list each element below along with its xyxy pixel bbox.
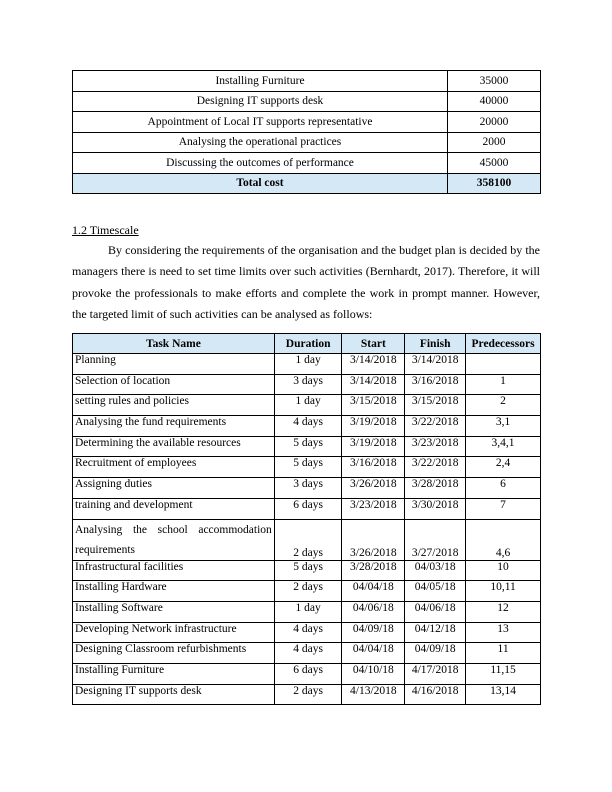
predecessors-cell: [466, 354, 541, 375]
task-name-cell: Analysing the school accommodation requirements: [73, 519, 275, 560]
predecessors-cell: 13,14: [466, 684, 541, 705]
finish-cell: 4/16/2018: [405, 684, 466, 705]
predecessors-cell: 2,4: [466, 457, 541, 478]
task-name-cell: Analysing the fund requirements: [73, 416, 275, 437]
duration-cell: 3 days: [274, 478, 342, 499]
predecessors-cell: 3,4,1: [466, 436, 541, 457]
finish-cell: 04/06/18: [405, 601, 466, 622]
task-name-cell: Planning: [73, 354, 275, 375]
duration-cell: 2 days: [274, 519, 342, 560]
duration-cell: 2 days: [274, 684, 342, 705]
duration-cell: 1 day: [274, 395, 342, 416]
duration-cell: 1 day: [274, 601, 342, 622]
finish-cell: 3/28/2018: [405, 478, 466, 499]
schedule-row: [73, 395, 541, 416]
cost-value: 2000: [448, 132, 541, 153]
duration-cell: 5 days: [274, 560, 342, 581]
schedule-header-cell: Task Name: [73, 334, 275, 354]
finish-cell: 04/09/18: [405, 643, 466, 664]
cost-item: Analysing the operational practices: [73, 132, 448, 153]
predecessors-cell: 7: [466, 498, 541, 519]
predecessors-cell: 1: [466, 374, 541, 395]
schedule-header-cell: Finish: [405, 334, 466, 354]
task-name-cell: training and development: [73, 498, 275, 519]
task-name-cell: Designing Classroom refurbishments: [73, 643, 275, 664]
duration-cell: 2 days: [274, 581, 342, 602]
task-name-cell: Assigning duties: [73, 478, 275, 499]
duration-cell: 5 days: [274, 436, 342, 457]
predecessors-cell: 10,11: [466, 581, 541, 602]
finish-cell: 3/16/2018: [405, 374, 466, 395]
schedule-table: [72, 333, 541, 705]
start-cell: 3/16/2018: [342, 457, 405, 478]
finish-cell: 4/17/2018: [405, 663, 466, 684]
schedule-header-cell: Predecessors: [466, 334, 541, 354]
schedule-table-head: [73, 334, 541, 354]
task-name-cell: Designing IT supports desk: [73, 684, 275, 705]
cost-row: [73, 112, 541, 133]
schedule-row: [73, 560, 541, 581]
schedule-row: [73, 519, 541, 560]
start-cell: 3/14/2018: [342, 354, 405, 375]
duration-cell: 6 days: [274, 663, 342, 684]
predecessors-cell: 6: [466, 478, 541, 499]
cost-row: [73, 153, 541, 174]
cost-table: [72, 70, 541, 194]
schedule-row: [73, 601, 541, 622]
start-cell: 04/04/18: [342, 643, 405, 664]
intro-paragraph: By considering the requirements of the organisation and the budget plan is decided by the managers there is need to set time limits over such activities (Bernhardt, 2017). Therefore, it will provoke the professionals to make efforts and complete the work in prompt manner. However, the targeted limit of such activities can be analysed as follows:: [72, 243, 540, 321]
schedule-row: [73, 498, 541, 519]
section-heading: 1.2 Timescale: [72, 223, 139, 237]
predecessors-cell: 13: [466, 622, 541, 643]
predecessors-cell: 4,6: [466, 519, 541, 560]
schedule-row: [73, 663, 541, 684]
task-name-cell: Recruitment of employees: [73, 457, 275, 478]
schedule-row: [73, 374, 541, 395]
cost-row: [73, 71, 541, 92]
start-cell: 04/10/18: [342, 663, 405, 684]
predecessors-cell: 3,1: [466, 416, 541, 437]
finish-cell: 3/30/2018: [405, 498, 466, 519]
task-name-cell: Installing Furniture: [73, 663, 275, 684]
schedule-row: [73, 684, 541, 705]
finish-cell: 3/23/2018: [405, 436, 466, 457]
cost-total-value: 358100: [448, 173, 541, 193]
finish-cell: 3/22/2018: [405, 457, 466, 478]
cost-table-body: [73, 71, 541, 194]
start-cell: 3/26/2018: [342, 478, 405, 499]
schedule-row: [73, 416, 541, 437]
start-cell: 3/26/2018: [342, 519, 405, 560]
finish-cell: 3/22/2018: [405, 416, 466, 437]
cost-item: Designing IT supports desk: [73, 91, 448, 112]
start-cell: 3/14/2018: [342, 374, 405, 395]
schedule-header-cell: Duration: [274, 334, 342, 354]
task-name-cell: Installing Hardware: [73, 581, 275, 602]
cost-row: [73, 91, 541, 112]
duration-cell: 3 days: [274, 374, 342, 395]
task-name-cell: Developing Network infrastructure: [73, 622, 275, 643]
start-cell: 3/19/2018: [342, 436, 405, 457]
schedule-row: [73, 478, 541, 499]
predecessors-cell: 11: [466, 643, 541, 664]
start-cell: 3/23/2018: [342, 498, 405, 519]
task-name-cell: Infrastructural facilities: [73, 560, 275, 581]
start-cell: 04/09/18: [342, 622, 405, 643]
duration-cell: 1 day: [274, 354, 342, 375]
start-cell: 3/28/2018: [342, 560, 405, 581]
task-name-cell: setting rules and policies: [73, 395, 275, 416]
cost-value: 40000: [448, 91, 541, 112]
schedule-table-body: [73, 354, 541, 705]
finish-cell: 04/03/18: [405, 560, 466, 581]
start-cell: 4/13/2018: [342, 684, 405, 705]
predecessors-cell: 11,15: [466, 663, 541, 684]
task-name-cell: Installing Software: [73, 601, 275, 622]
cost-value: 20000: [448, 112, 541, 133]
predecessors-cell: 2: [466, 395, 541, 416]
start-cell: 04/04/18: [342, 581, 405, 602]
schedule-row: [73, 622, 541, 643]
cost-value: 45000: [448, 153, 541, 174]
cost-item: Installing Furniture: [73, 71, 448, 92]
finish-cell: 04/05/18: [405, 581, 466, 602]
duration-cell: 4 days: [274, 622, 342, 643]
predecessors-cell: 12: [466, 601, 541, 622]
duration-cell: 4 days: [274, 643, 342, 664]
finish-cell: 3/27/2018: [405, 519, 466, 560]
duration-cell: 4 days: [274, 416, 342, 437]
start-cell: 3/19/2018: [342, 416, 405, 437]
cost-item: Discussing the outcomes of performance: [73, 153, 448, 174]
schedule-row: [73, 457, 541, 478]
schedule-row: [73, 436, 541, 457]
schedule-row: [73, 354, 541, 375]
schedule-header-row: [73, 334, 541, 354]
schedule-header-cell: Start: [342, 334, 405, 354]
finish-cell: 3/14/2018: [405, 354, 466, 375]
cost-total-label: Total cost: [73, 173, 448, 193]
start-cell: 04/06/18: [342, 601, 405, 622]
cost-total-row: [73, 173, 541, 193]
duration-cell: 6 days: [274, 498, 342, 519]
schedule-row: [73, 581, 541, 602]
finish-cell: 3/15/2018: [405, 395, 466, 416]
cost-row: [73, 132, 541, 153]
start-cell: 3/15/2018: [342, 395, 405, 416]
cost-item: Appointment of Local IT supports representative: [73, 112, 448, 133]
finish-cell: 04/12/18: [405, 622, 466, 643]
schedule-row: [73, 643, 541, 664]
duration-cell: 5 days: [274, 457, 342, 478]
task-name-cell: Determining the available resources: [73, 436, 275, 457]
cost-value: 35000: [448, 71, 541, 92]
task-name-cell: Selection of location: [73, 374, 275, 395]
predecessors-cell: 10: [466, 560, 541, 581]
